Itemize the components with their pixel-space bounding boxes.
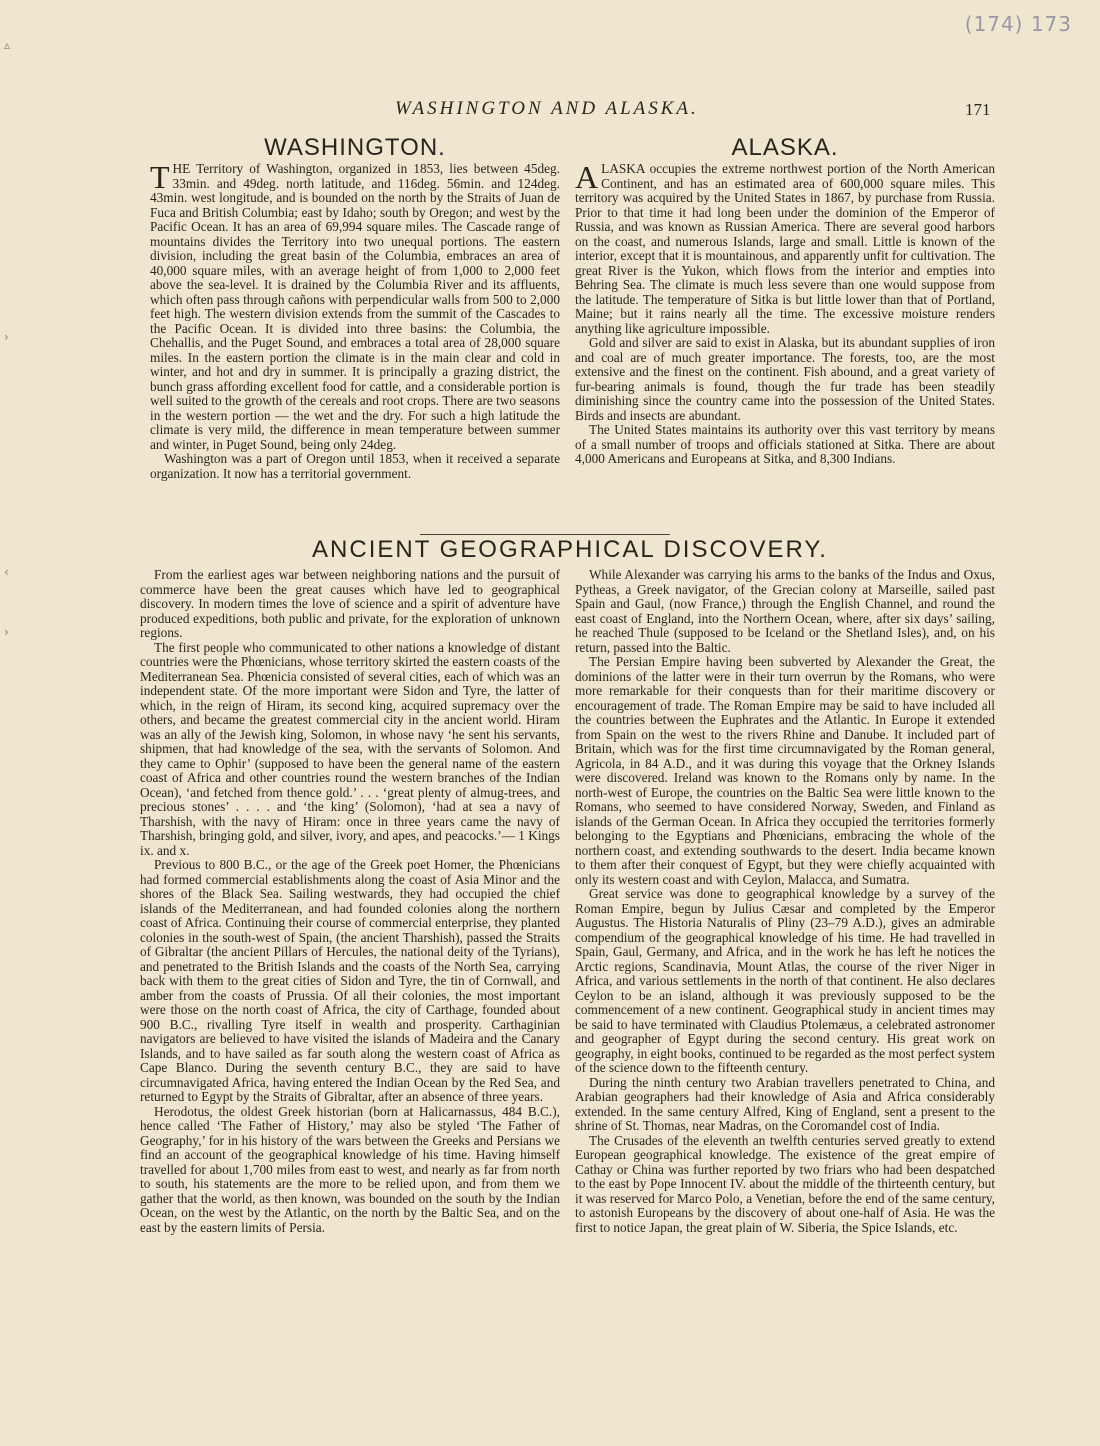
alaska-article [575,162,995,530]
paragraph: The Persian Empire having been subverted by Alexander the Great, the dominions of the latter were in their turn overrun by the Romans, who were more remarkable for their conquests than for their maritime discovery or encouragement of trade. The Roman Empire may be said to have included all the countries between the Euphrates and the Atlantic. In Europe it extended from Spain on the west to the rivers Rhine and Danube. It included part of Britain, which was for the first time circumnavigated by the Roman general, Agricola, in 84 A.D., and it was during this voyage that the Orkney Islands were discovered. Ireland was known to the Romans only by name. In the north-west of Europe, the countries on the Baltic Sea were little known to the Romans, who seemed to have considered Norway, Sweden, and Finland as islands of the German Ocean. In Africa they occupied the territories formerly belonging to the Egyptians and Phœnicians, embracing the whole of the northern coast, and extending southwards to the desert. India became known to them after their conquest of Egypt, but they were chiefly acquainted with only its western coast and with Ceylon, Malacca, and Sumatra. [575,654,995,887]
paragraph-text: HE Territory of Washington, organized in 1853, lies between 45deg. 33min. and 49deg. north latitude, and 116deg. 56min. and 124deg. 43min. west longitude, and is bounded on the north by the Straits of Juan de Fuca and British Columbia; east by Idaho; south by Oregon; and west by the Pacific Ocean. It has an area of 69,994 square miles. The Cascade range of mountains divides the Territory into two unequal portions. The eastern division, including the great basin of the Columbia, embraces an area of 40,000 square miles, with an average height of from 1,000 to 2,000 feet above the sea-level. It is drained by the Columbia River and its affluents, which often pass through cañons with perpendicular walls from 500 to 2,000 feet high. The western division extends from the summit of the Cascades to the Pacific Ocean. It is divided into three basins: the Columbia, the Chehallis, and the Puget Sound, and embraces a total area of 28,000 square miles. In the eastern portion the climate is in the main clear and cold in winter, and hot and dry in summer. It is principally a grazing district, the bunch grass affording excellent food for cattle, and a considerable portion is well suited to the growth of the cereals and root crops. There are two seasons in the western portion — the wet and the dry. For such a high latitude the climate is very mild, the difference in mean temperature between summer and winter, in Puget Sound, being only 24deg. [150,162,560,452]
paragraph [575,162,995,336]
paragraph: From the earliest ages war between neighboring nations and the pursuit of commerce have been the great causes which have led to geographical discovery. In modern times the love of science and a spirit of adventure have produced expeditions, both public and private, for the exploration of unknown regions. [140,568,560,640]
paragraph: During the ninth century two Arabian travellers penetrated to China, and Arabian geographers had their knowledge of Asia and Africa considerably extended. In the same century Alfred, King of England, sent a present to the shrine of St. Thomas, near Madras, on the Coromandel cost of India. [575,1074,995,1133]
paragraph: The United States maintains its authority over this vast territory by means of a small number of troops and officials stationed at Sitka. There are about 4,000 Americans and Europeans at Sitka, and 8,300 Indians. [575,422,995,466]
drop-cap: A [575,162,599,195]
margin-mark: ‹ [4,565,9,579]
margin-mark: › [4,625,9,639]
paragraph: The Crusades of the eleventh an twelfth centuries served greatly to extend European geographical knowledge. The existence of the great empire of Cathay or China was further reported by two friars who had been despatched to the east by Pope Innocent IV. about the middle of the thirteenth century, but it was reserved for Marco Polo, a Venetian, before the end of the same century, to astonish Europeans by the discovery of about one-half of Asia. He was the first to notice Japan, the great plain of W. Siberia, the Spice Islands, etc. [575,1132,995,1235]
margin-mark: › [4,330,9,344]
paragraph: Herodotus, the oldest Greek historian (born at Halicarnassus, 484 B.C.), hence called ‘The Father of History,’ may also be styled ‘The Father of Geography,’ for in his history of the wars between the Greeks and Persians we find an account of the geographical knowledge of his time. Having himself travelled for about 1,700 miles from east to west, and nearly as far from north to south, his statements are the more to be relied upon, and from them we gather that the world, as then known, was bounded on the south by the Indian Ocean, on the west by the Atlantic, on the north by the Baltic Sea, and on the east by the eastern limits of Persia. [140,1103,560,1235]
ancient-title: ANCIENT GEOGRAPHICAL DISCOVERY. [312,536,828,563]
paragraph [150,162,560,452]
ancient-left-column [140,568,560,1368]
page-number: 171 [965,100,991,119]
paragraph: The first people who communicated to other nations a knowledge of distant countries were the Phœnicians, whose territory skirted the eastern coasts of the Mediterranean Sea. Phœnicia consisted of several cities, each of which was an independent state. Of the more important were Sidon and Tyre, the latter of which, in the reign of Hiram, its second king, acquired supremacy over the others, and became the greatest commercial city in the ancient world. Hiram was an ally of the Jewish king, Solomon, in whose navy ‘he sent his servants, shipmen, that had knowledge of the sea, with the servants of Solomon. And they came to Ophir’ (supposed to have been the general name of the eastern coast of Africa and other countries round the western branches of the Indian Ocean), ‘and fetched from thence gold.’ . . . ‘great plenty of almug-trees, and precious stones’ . . . . and ‘the king’ (Solomon), ‘had at sea a navy of Tharshish, with the navy of Hiram: once in three years came the navy of Tharshish, bringing gold, and silver, ivory, and apes, and peacocks.’— 1 Kings ix. and x. [140,639,560,858]
section-divider [420,534,670,535]
paragraph-text: LASKA occupies the extreme northwest portion of the North American Continent, and has an estimated area of 600,000 square miles. This territory was acquired by the United States in 1867, by purchase from Russia. Prior to that time it had long been under the dominion of the Emperor of Russia, and was known as Russian America. There are several good harbors on the coast, and numerous Islands, large and small. Little is known of the interior, except that it is mountainous, and apparently unfit for cultivation. The great River is the Yukon, which flows from the interior and empties into Behring Sea. The climate is much less severe than one would suppose from the latitude. The temperature of Sitka is but little lower than that of Portland, Maine; but it rains nearly all the time. The excessive moisture renders anything like agriculture impossible. [575,162,995,336]
drop-cap: T [150,162,170,195]
alaska-title: ALASKA. [731,134,839,161]
running-head: WASHINGTON AND ALASKA. [395,98,699,119]
paragraph: Gold and silver are said to exist in Alaska, but its abundant supplies of iron and coal are of much greater importance. The forests, too, are the most extensive and the finest on the continent. Fish abound, and a great variety of fur-bearing animals is found, though the fur trade has been steadily diminishing since the country came into the possession of the United States. Birds and insects are abundant. [575,335,995,423]
paragraph: While Alexander was carrying his arms to the banks of the Indus and Oxus, Pytheas, a Greek navigator, of the Grecian colony at Marseille, sailed past Spain and Gaul, (now France,) through the English Channel, and round the east coast of England, into the Northern Ocean, where, after six days’ sailing, he reached Thule (supposed to be Iceland or the Shetland Isles), and, on his return, passed into the Baltic. [575,568,995,655]
paragraph: Washington was a part of Oregon until 1853, when it received a separate organization. It now has a territorial government. [150,451,560,481]
margin-mark: ▵ [4,38,11,52]
paragraph: Great service was done to geographical knowledge by a survey of the Roman Empire, begun by Julius Cæsar and completed by the Emperor Augustus. The Historia Naturalis of Pliny (23–79 A.D.), gives an admirable compendium of the geographical knowledge of his time. He had travelled in Spain, Gaul, Germany, and Africa, and in the work he has left he notices the Arctic regions, Scandinavia, Mount Atlas, the course of the river Niger in Africa, and various settlements in the north of that continent. He also declares Ceylon to be an island, although it was previously supposed to be the commencement of a new continent. Geographical study in ancient times may be said to have terminated with Claudius Ptolemæus, a celebrated astronomer and geographer of Egypt during the second century. His great work on geography, in eight books, continued to be regarded as the most perfect system of the science down to the fifteenth century. [575,886,995,1075]
washington-article [150,162,560,530]
paragraph: Previous to 800 B.C., or the age of the Greek poet Homer, the Phœnicians had formed commercial establishments along the coast of Asia Minor and the shores of the Black Sea. Sailing westwards, they had occupied the chief islands of the Mediterranean, and had founded colonies along the northern coast of Africa. Continuing their course of commercial enterprise, they planted colonies in the south-west of Spain, (the ancient Tharshish), passed the Straits of Gibraltar (the ancient Pillars of Hercules, the national deity of the Tyrians), and penetrated to the British Islands and the coasts of the North Sea, carrying back with them to the great cities of Sidon and Tyre, the tin of Cornwall, and amber from the coasts of Prussia. Of all their colonies, the most important were those on the north coast of Africa, the city of Carthage, founded about 900 B.C., rivalling Tyre itself in wealth and prosperity. Carthaginian navigators are believed to have visited the islands of Madeira and the Canary Islands, and to have sailed as far south along the western coast of Africa as Cape Blanco. During the seventh century B.C., they are said to have circumnavigated Africa, having entered the Indian Ocean by the Red Sea, and returned to Egypt by the Straits of Gibraltar, after an absence of three years. [140,857,560,1104]
ancient-right-column [575,568,995,1368]
washington-title: WASHINGTON. [264,134,446,161]
pencil-note: (174) 173 [964,12,1072,36]
